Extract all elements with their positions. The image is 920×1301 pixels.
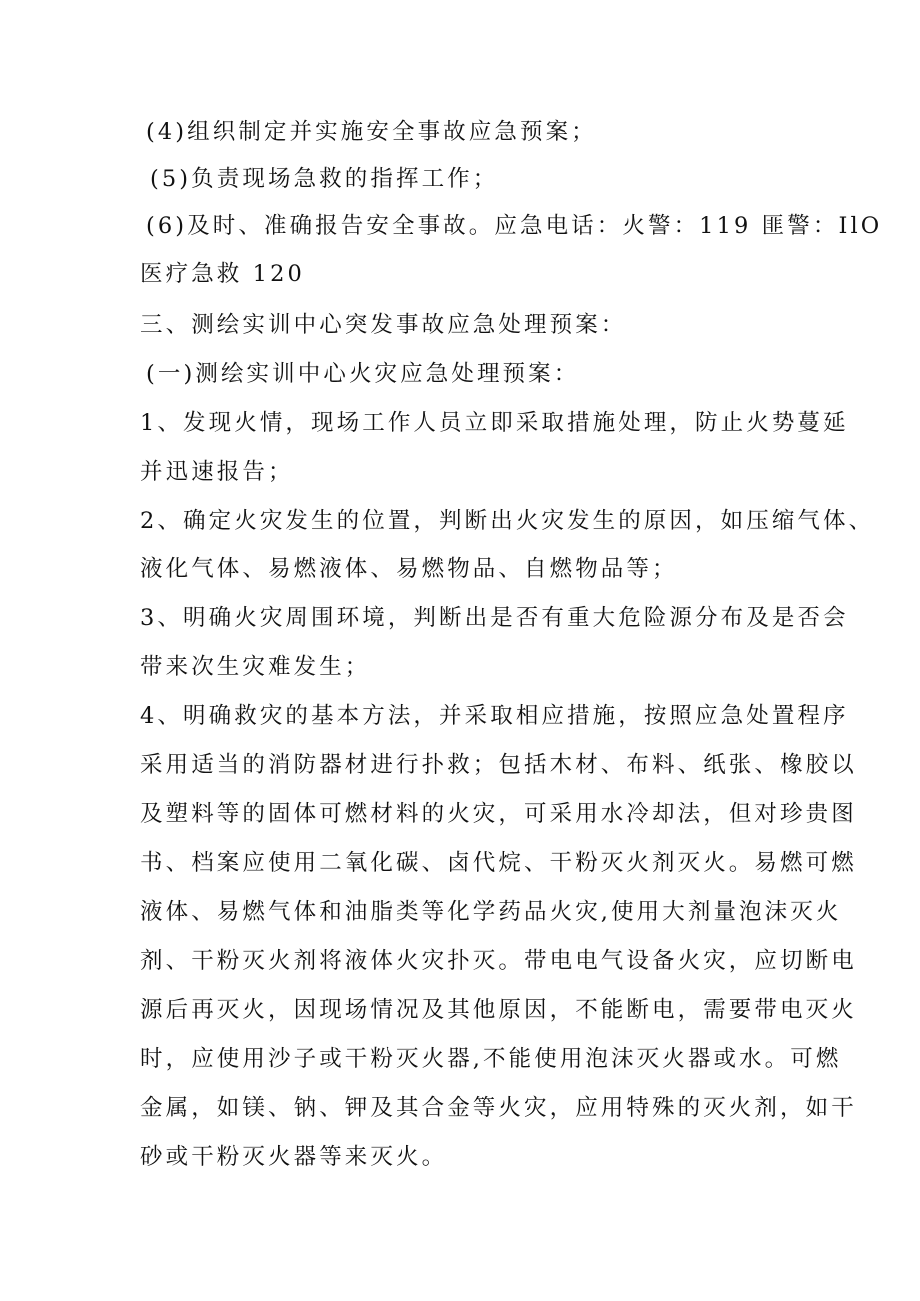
text-line: 及塑料等的固体可燃材料的火灾，可采用水冷却法，但对珍贵图 xyxy=(140,801,857,827)
text-line: 4、明确救灾的基本方法，并采取相应措施，按照应急处置程序 xyxy=(140,703,849,729)
text-line: 剂、干粉灭火剂将液体火灾扑灭。带电电气设备火灾，应切断电 xyxy=(140,948,857,974)
text-line: 书、档案应使用二氧化碳、卤代烷、干粉灭火剂灭火。易燃可燃 xyxy=(140,850,857,876)
text-line: 1、发现火情，现场工作人员立即采取措施处理，防止火势蔓延 xyxy=(140,410,849,436)
text-line: 采用适当的消防器材进行扑救；包括木材、布料、纸张、橡胶以 xyxy=(140,752,857,778)
text-line: 金属，如镁、钠、钾及其合金等火灾，应用特殊的灭火剂，如干 xyxy=(140,1095,857,1121)
subsection-heading: (一)测绘实训中心火灾应急处理预案： xyxy=(146,361,580,387)
text-line: 带来次生灾难发生； xyxy=(140,654,371,680)
text-line: (5)负责现场急救的指挥工作； xyxy=(150,166,499,192)
section-heading: 三、测绘实训中心突发事故应急处理预案： xyxy=(140,312,627,338)
text-line: (4)组织制定并实施安全事故应急预案； xyxy=(146,119,597,145)
text-line: 时，应使用沙子或干粉灭火器,不能使用泡沫灭火器或水。可燃 xyxy=(140,1046,842,1072)
text-line: 并迅速报告； xyxy=(140,459,294,485)
text-line: (6)及时、准确报告安全事故。应急电话：火警：119 匪警：IlO xyxy=(146,213,883,239)
text-line: 2、确定火灾发生的位置，判断出火灾发生的原因，如压缩气体、 xyxy=(140,508,875,534)
text-line: 砂或干粉灭火器等来灭火。 xyxy=(140,1144,448,1170)
text-line: 医疗急救 120 xyxy=(140,261,305,287)
text-line: 液化气体、易燃液体、易燃物品、自燃物品等； xyxy=(140,556,678,582)
text-line: 3、明确火灾周围环境，判断出是否有重大危险源分布及是否会 xyxy=(140,605,849,631)
text-line: 源后再灭火，因现场情况及其他原因，不能断电，需要带电灭火 xyxy=(140,997,857,1023)
text-line: 液体、易燃气体和油脂类等化学药品火灾,使用大剂量泡沫灭火 xyxy=(140,899,842,925)
